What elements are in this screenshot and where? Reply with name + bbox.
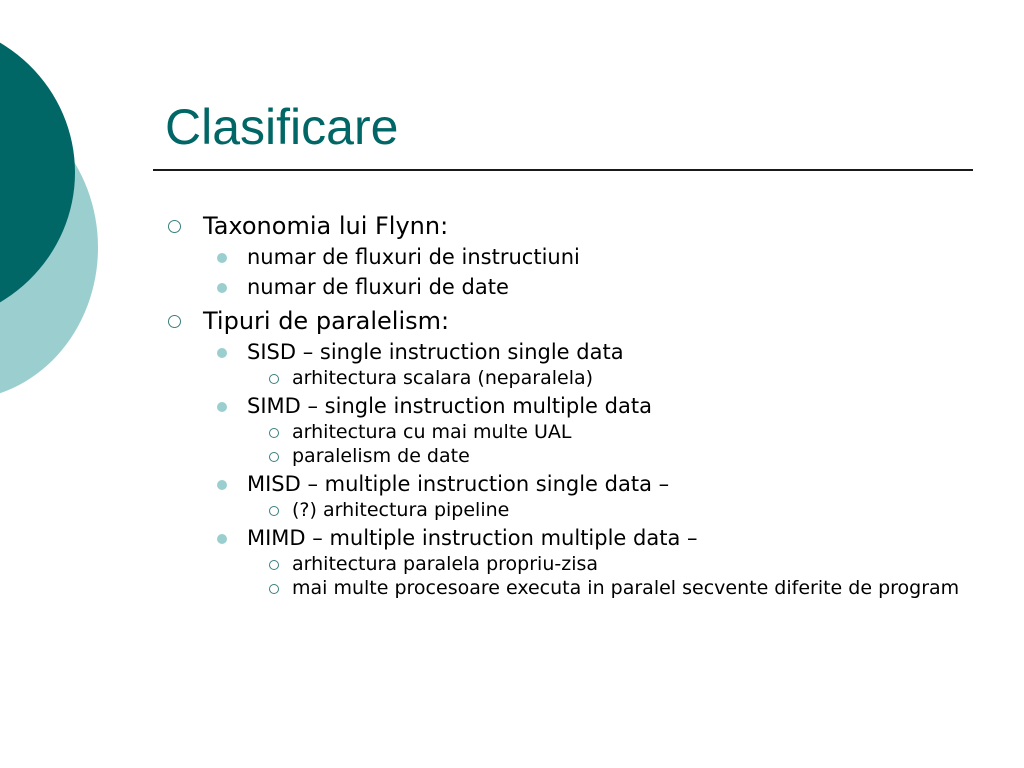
list-item	[160, 244, 960, 270]
small-hollow-circle-icon	[269, 428, 279, 438]
list-item-label: arhitectura scalara (neparalela)	[292, 367, 594, 389]
small-hollow-circle-icon	[269, 374, 279, 384]
list-item-label: numar de fluxuri de date	[247, 275, 509, 299]
filled-dot-icon	[217, 534, 227, 544]
slide-title: Clasificare	[165, 99, 399, 155]
list-item-label: arhitectura cu mai multe UAL	[292, 421, 572, 443]
list-item	[160, 500, 960, 521]
list-item	[160, 212, 960, 240]
list-item	[160, 578, 960, 599]
small-hollow-circle-icon	[269, 506, 279, 516]
list-item-label: paralelism de date	[292, 445, 470, 467]
list-item	[160, 471, 960, 497]
list-item-label: MIMD – multiple instruction multiple data –	[247, 526, 698, 550]
small-hollow-circle-icon	[269, 584, 279, 594]
small-hollow-circle-icon	[269, 452, 279, 462]
list-item	[160, 422, 960, 443]
list-item	[160, 525, 960, 551]
filled-dot-icon	[217, 253, 227, 263]
list-item-label: MISD – multiple instruction single data –	[247, 472, 670, 496]
small-hollow-circle-icon	[269, 560, 279, 570]
filled-dot-icon	[217, 348, 227, 358]
filled-dot-icon	[217, 402, 227, 412]
list-item	[160, 274, 960, 300]
list-item	[160, 446, 960, 467]
list-item	[160, 554, 960, 575]
bullet-list	[160, 205, 960, 599]
filled-dot-icon	[217, 283, 227, 293]
list-item-label: Tipuri de paralelism:	[203, 307, 450, 335]
list-item-label: SISD – single instruction single data	[247, 340, 624, 364]
list-item-label: numar de fluxuri de instructiuni	[247, 245, 580, 269]
list-item	[160, 307, 960, 335]
list-item-label: Taxonomia lui Flynn:	[203, 212, 449, 240]
list-item	[160, 393, 960, 419]
list-item	[160, 368, 960, 389]
list-item-label: mai multe procesoare executa in paralel secvente diferite de program	[292, 577, 960, 599]
list-item	[160, 339, 960, 365]
list-item-label: (?) arhitectura pipeline	[292, 499, 510, 521]
list-item-label: arhitectura paralela propriu-zisa	[292, 553, 599, 575]
hollow-circle-icon	[168, 220, 181, 233]
list-item-label: SIMD – single instruction multiple data	[247, 394, 652, 418]
filled-dot-icon	[217, 480, 227, 490]
hollow-circle-icon	[168, 315, 181, 328]
title-divider	[153, 169, 973, 171]
